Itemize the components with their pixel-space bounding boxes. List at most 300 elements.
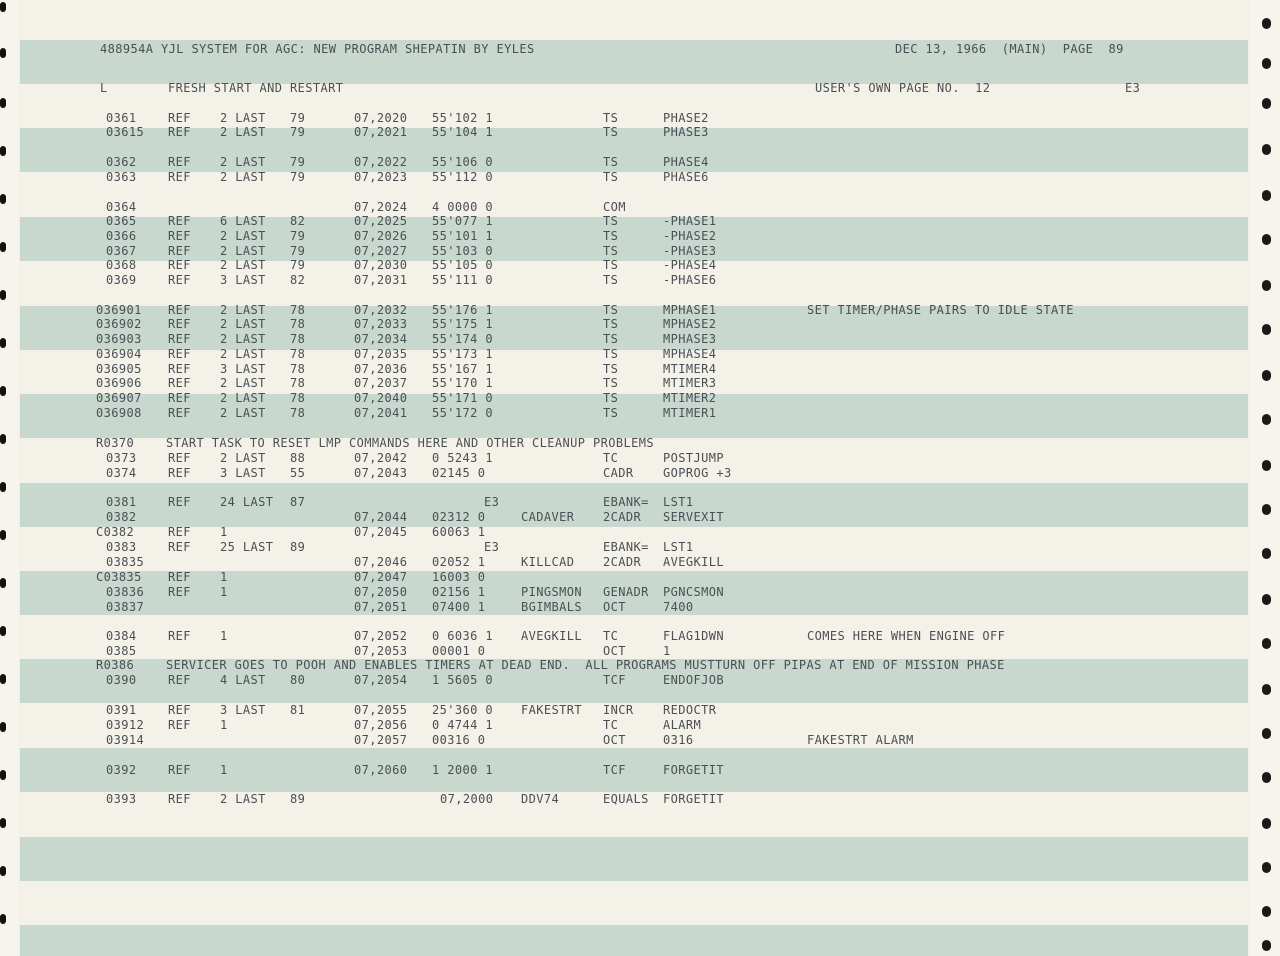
line-ref: REF	[168, 155, 191, 169]
line-operand: MTIMER4	[663, 362, 717, 376]
line-value: 55'102 1	[432, 111, 493, 125]
line-value: 55'172 0	[432, 406, 493, 420]
line-op: TCF	[603, 673, 626, 687]
tractor-hole	[0, 290, 6, 300]
line-ref: REF	[168, 229, 191, 243]
line-value: 55'173 1	[432, 347, 493, 361]
line-op: GENADR	[603, 585, 649, 599]
listing-line	[0, 376, 1248, 390]
line-addr: 07,2056	[354, 718, 408, 732]
tractor-hole	[1262, 940, 1271, 951]
line-value: E3	[484, 540, 500, 554]
line-operand: PHASE4	[663, 155, 709, 169]
line-operand: MPHASE4	[663, 347, 717, 361]
line-operand: LST1	[663, 495, 694, 509]
line-page: 78	[290, 332, 306, 346]
right-tractor-margin	[1250, 0, 1280, 956]
line-refs: 3 LAST	[220, 466, 266, 480]
line-refs: 2 LAST	[220, 229, 266, 243]
line-addr: 07,2024	[354, 200, 408, 214]
line-seq: R0370	[96, 436, 135, 450]
line-seq: 036903	[96, 332, 142, 346]
line-ref: REF	[168, 703, 191, 717]
line-page: 78	[290, 347, 306, 361]
line-page: 79	[290, 170, 306, 184]
line-op: OCT	[603, 600, 626, 614]
line-operand: POSTJUMP	[663, 451, 724, 465]
line-op: TCF	[603, 763, 626, 777]
line-operand: 0316	[663, 733, 694, 747]
line-seq: 03615	[106, 125, 145, 139]
line-page: 87	[290, 495, 306, 509]
line-addr: 07,2030	[354, 258, 408, 272]
line-refs: 2 LAST	[220, 155, 266, 169]
line-ref: REF	[168, 362, 191, 376]
line-addr: 07,2051	[354, 600, 408, 614]
line-ref: REF	[168, 629, 191, 643]
line-operand: PHASE6	[663, 170, 709, 184]
line-refs: 1	[220, 525, 228, 539]
line-value: 02312 0	[432, 510, 486, 524]
line-ref: REF	[168, 391, 191, 405]
tractor-hole	[1262, 862, 1271, 873]
listing-line	[0, 391, 1248, 405]
line-value: 25'360 0	[432, 703, 493, 717]
line-operand: PGNCSMON	[663, 585, 724, 599]
line-value: 0 6036 1	[432, 629, 493, 643]
line-operand: SERVEXIT	[663, 510, 724, 524]
line-page: 78	[290, 303, 306, 317]
line-value: 55'176 1	[432, 303, 493, 317]
greenbar-band	[20, 925, 1248, 956]
tractor-hole	[0, 2, 6, 12]
listing-line	[0, 466, 1248, 480]
line-ref: REF	[168, 451, 191, 465]
line-value: 02156 1	[432, 585, 486, 599]
line-refs: 24 LAST	[220, 495, 274, 509]
listing-subheader	[0, 81, 1248, 95]
line-value: 4 0000 0	[432, 200, 493, 214]
listing-line	[0, 792, 1248, 806]
line-refs: 2 LAST	[220, 451, 266, 465]
line-page: 79	[290, 111, 306, 125]
line-addr: 07,2026	[354, 229, 408, 243]
line-label: FAKESTRT	[521, 703, 582, 717]
listing-line	[0, 155, 1248, 169]
line-operand: FORGETIT	[663, 763, 724, 777]
line-seq: 036905	[96, 362, 142, 376]
listing-line	[0, 332, 1248, 346]
line-op: 2CADR	[603, 510, 642, 524]
line-page: 79	[290, 229, 306, 243]
line-seq: 0373	[106, 451, 137, 465]
line-seq: 0366	[106, 229, 137, 243]
line-op: TS	[603, 170, 619, 184]
line-comment: FAKESTRT ALARM	[807, 733, 914, 747]
line-op: TS	[603, 155, 619, 169]
line-value: 55'104 1	[432, 125, 493, 139]
line-operand: -PHASE6	[663, 273, 717, 287]
line-ref: REF	[168, 495, 191, 509]
section-title: FRESH START AND RESTART	[168, 81, 344, 95]
tractor-hole	[1262, 772, 1271, 783]
line-operand: AVEGKILL	[663, 555, 724, 569]
line-value: 55'175 1	[432, 317, 493, 331]
line-value: 02145 0	[432, 466, 486, 480]
line-op: TS	[603, 273, 619, 287]
line-value: 55'077 1	[432, 214, 493, 228]
listing-line	[0, 244, 1248, 258]
line-op: TS	[603, 258, 619, 272]
tractor-hole	[1262, 324, 1271, 335]
line-addr: 07,2032	[354, 303, 408, 317]
line-page: 78	[290, 406, 306, 420]
line-refs: 1	[220, 718, 228, 732]
line-addr: 07,2045	[354, 525, 408, 539]
line-op: OCT	[603, 733, 626, 747]
line-addr: 07,2046	[354, 555, 408, 569]
line-ref: REF	[168, 258, 191, 272]
line-value: 60063 1	[432, 525, 486, 539]
line-op: OCT	[603, 644, 626, 658]
line-seq: 036904	[96, 347, 142, 361]
tractor-hole	[1262, 906, 1271, 917]
line-refs: 2 LAST	[220, 317, 266, 331]
line-seq: 0392	[106, 763, 137, 777]
line-page: 78	[290, 391, 306, 405]
line-page: 89	[290, 540, 306, 554]
listing-line	[0, 495, 1248, 509]
line-value: 55'101 1	[432, 229, 493, 243]
tractor-hole	[1262, 548, 1271, 559]
line-label: PINGSMON	[521, 585, 582, 599]
line-page: 81	[290, 703, 306, 717]
listing-line	[0, 585, 1248, 599]
line-label: KILLCAD	[521, 555, 575, 569]
line-value: 55'171 0	[432, 391, 493, 405]
line-ref: REF	[168, 111, 191, 125]
line-operand: ENDOFJOB	[663, 673, 724, 687]
line-label: BGIMBALS	[521, 600, 582, 614]
line-value: 07400 1	[432, 600, 486, 614]
listing-line	[0, 658, 1248, 672]
bank-label: E3	[1125, 81, 1141, 95]
listing-line	[0, 644, 1248, 658]
line-value: 55'106 0	[432, 155, 493, 169]
listing-line	[0, 436, 1248, 450]
line-ref: REF	[168, 792, 191, 806]
line-refs: 2 LAST	[220, 347, 266, 361]
line-ref: REF	[168, 332, 191, 346]
tractor-hole	[1262, 460, 1271, 471]
listing-line	[0, 111, 1248, 125]
listing-line	[0, 570, 1248, 584]
listing-line	[0, 214, 1248, 228]
line-operand: ALARM	[663, 718, 702, 732]
listing-line	[0, 555, 1248, 569]
line-op: TC	[603, 629, 619, 643]
line-seq: C0382	[96, 525, 135, 539]
line-addr: 07,2044	[354, 510, 408, 524]
line-op: EBANK=	[603, 495, 649, 509]
line-seq: 03914	[106, 733, 145, 747]
line-refs: 3 LAST	[220, 273, 266, 287]
line-op: TS	[603, 125, 619, 139]
line-addr: 07,2043	[354, 466, 408, 480]
line-seq: 036901	[96, 303, 142, 317]
remark-text: SERVICER GOES TO POOH AND ENABLES TIMERS AT DEAD END. ALL PROGRAMS MUSTTURN OFF PIPAS AT END OF MISSION PHASE	[166, 658, 1005, 672]
line-ref: REF	[168, 466, 191, 480]
listing-line	[0, 229, 1248, 243]
tractor-hole	[0, 482, 6, 492]
line-refs: 3 LAST	[220, 703, 266, 717]
line-ref: REF	[168, 540, 191, 554]
tractor-hole	[0, 866, 6, 876]
listing-line	[0, 406, 1248, 420]
greenbar-band	[20, 837, 1248, 881]
line-refs: 2 LAST	[220, 303, 266, 317]
line-operand: MTIMER3	[663, 376, 717, 390]
listing-header	[0, 42, 1248, 56]
listing-line	[0, 763, 1248, 777]
tractor-hole	[1262, 190, 1271, 201]
line-seq: 0391	[106, 703, 137, 717]
line-refs: 3 LAST	[220, 362, 266, 376]
line-addr: 07,2053	[354, 644, 408, 658]
line-refs: 2 LAST	[220, 376, 266, 390]
line-seq: 03835	[106, 555, 145, 569]
line-operand: MTIMER1	[663, 406, 717, 420]
line-ref: REF	[168, 125, 191, 139]
line-op: TS	[603, 406, 619, 420]
line-op: INCR	[603, 703, 634, 717]
remark-text: START TASK TO RESET LMP COMMANDS HERE AND OTHER CLEANUP PROBLEMS	[166, 436, 654, 450]
line-operand: -PHASE4	[663, 258, 717, 272]
line-comment: COMES HERE WHEN ENGINE OFF	[807, 629, 1006, 643]
tractor-hole	[1262, 280, 1271, 291]
tractor-hole	[1262, 504, 1271, 515]
line-operand: -PHASE1	[663, 214, 717, 228]
tractor-hole	[0, 818, 6, 828]
line-addr: 07,2025	[354, 214, 408, 228]
tractor-hole	[1262, 414, 1271, 425]
line-seq: 0361	[106, 111, 137, 125]
listing-line	[0, 673, 1248, 687]
line-page: 89	[290, 792, 306, 806]
line-op: TS	[603, 229, 619, 243]
user-page-label: USER'S OWN PAGE NO. 12	[815, 81, 991, 95]
line-op: TS	[603, 376, 619, 390]
line-refs: 2 LAST	[220, 111, 266, 125]
tractor-hole	[1262, 594, 1271, 605]
tractor-hole	[1262, 98, 1271, 109]
listing-line	[0, 170, 1248, 184]
line-addr: 07,2033	[354, 317, 408, 331]
tractor-hole	[1262, 638, 1271, 649]
line-refs: 4 LAST	[220, 673, 266, 687]
line-addr: 07,2040	[354, 391, 408, 405]
listing-line	[0, 200, 1248, 214]
program-title: 488954A YJL SYSTEM FOR AGC: NEW PROGRAM SHEPATIN BY EYLES	[100, 42, 535, 56]
line-value: 00001 0	[432, 644, 486, 658]
line-ref: REF	[168, 763, 191, 777]
listing-line	[0, 629, 1248, 643]
line-addr: 07,2052	[354, 629, 408, 643]
line-value: 55'170 1	[432, 376, 493, 390]
line-seq: 0384	[106, 629, 137, 643]
line-refs: 2 LAST	[220, 125, 266, 139]
line-seq: 0383	[106, 540, 137, 554]
line-value: 55'105 0	[432, 258, 493, 272]
line-seq: 0390	[106, 673, 137, 687]
line-ref: REF	[168, 170, 191, 184]
line-op: TC	[603, 718, 619, 732]
listing-line	[0, 600, 1248, 614]
line-addr: 07,2050	[354, 585, 408, 599]
line-addr: 07,2047	[354, 570, 408, 584]
tractor-hole	[1262, 818, 1271, 829]
line-op: TS	[603, 214, 619, 228]
line-seq: 0382	[106, 510, 137, 524]
listing-line	[0, 510, 1248, 524]
line-addr: 07,2031	[354, 273, 408, 287]
line-op: 2CADR	[603, 555, 642, 569]
line-addr: 07,2042	[354, 451, 408, 465]
line-op: EBANK=	[603, 540, 649, 554]
line-ref: REF	[168, 347, 191, 361]
line-operand: MPHASE1	[663, 303, 717, 317]
line-refs: 2 LAST	[220, 391, 266, 405]
line-label: CADAVER	[521, 510, 575, 524]
line-op: COM	[603, 200, 626, 214]
line-ref: REF	[168, 376, 191, 390]
line-page: 79	[290, 244, 306, 258]
line-seq: 0385	[106, 644, 137, 658]
line-value: 00316 0	[432, 733, 486, 747]
line-page: 80	[290, 673, 306, 687]
line-comment: SET TIMER/PHASE PAIRS TO IDLE STATE	[807, 303, 1074, 317]
subheader-marker: L	[100, 81, 108, 95]
listing-line	[0, 525, 1248, 539]
line-ref: REF	[168, 406, 191, 420]
line-value: 55'174 0	[432, 332, 493, 346]
line-page: 79	[290, 258, 306, 272]
line-value: 55'112 0	[432, 170, 493, 184]
line-op: CADR	[603, 466, 634, 480]
listing-line	[0, 347, 1248, 361]
line-seq: 0363	[106, 170, 137, 184]
line-addr: 07,2022	[354, 155, 408, 169]
line-ref: REF	[168, 718, 191, 732]
tractor-hole	[1262, 684, 1271, 695]
line-addr: 07,2060	[354, 763, 408, 777]
listing-line	[0, 125, 1248, 139]
tractor-hole	[1262, 370, 1271, 381]
tractor-hole	[1262, 144, 1271, 155]
line-operand: -PHASE2	[663, 229, 717, 243]
line-operand: REDOCTR	[663, 703, 717, 717]
line-label: DDV74	[521, 792, 560, 806]
line-operand: LST1	[663, 540, 694, 554]
line-seq: 0362	[106, 155, 137, 169]
line-page: 55	[290, 466, 306, 480]
line-seq: 0381	[106, 495, 137, 509]
line-refs: 2 LAST	[220, 332, 266, 346]
line-ref: REF	[168, 570, 191, 584]
line-addr: 07,2035	[354, 347, 408, 361]
line-seq: 0364	[106, 200, 137, 214]
line-op: TS	[603, 303, 619, 317]
line-ref: REF	[168, 673, 191, 687]
line-seq: 03912	[106, 718, 145, 732]
line-value: 1 2000 1	[432, 763, 493, 777]
line-addr: 07,2020	[354, 111, 408, 125]
line-refs: 2 LAST	[220, 792, 266, 806]
line-refs: 1	[220, 570, 228, 584]
line-operand: 7400	[663, 600, 694, 614]
line-operand: FLAG1DWN	[663, 629, 724, 643]
line-seq: 0393	[106, 792, 137, 806]
listing-line	[0, 258, 1248, 272]
tractor-hole	[1262, 728, 1271, 739]
line-refs: 2 LAST	[220, 258, 266, 272]
line-addr: 07,2023	[354, 170, 408, 184]
line-ref: REF	[168, 214, 191, 228]
line-value: 02052 1	[432, 555, 486, 569]
listing-line	[0, 451, 1248, 465]
line-value: 55'103 0	[432, 244, 493, 258]
line-ref: REF	[168, 273, 191, 287]
line-value: 55'111 0	[432, 273, 493, 287]
line-seq: 0369	[106, 273, 137, 287]
line-seq: 036906	[96, 376, 142, 390]
line-addr: 07,2037	[354, 376, 408, 390]
line-value: 16003 0	[432, 570, 486, 584]
line-ref: REF	[168, 303, 191, 317]
line-refs: 2 LAST	[220, 406, 266, 420]
listing-line	[0, 703, 1248, 717]
line-operand: MPHASE2	[663, 317, 717, 331]
line-addr: 07,2057	[354, 733, 408, 747]
line-op: TS	[603, 111, 619, 125]
line-value: 07,2000	[440, 792, 494, 806]
line-seq: C03835	[96, 570, 142, 584]
line-seq: 0367	[106, 244, 137, 258]
tractor-hole	[0, 914, 6, 924]
line-value: 55'167 1	[432, 362, 493, 376]
tractor-hole	[1262, 234, 1271, 245]
line-operand: MPHASE3	[663, 332, 717, 346]
line-op: TS	[603, 362, 619, 376]
line-page: 79	[290, 125, 306, 139]
line-addr: 07,2034	[354, 332, 408, 346]
line-seq: 0368	[106, 258, 137, 272]
line-op: TC	[603, 451, 619, 465]
line-operand: 1	[663, 644, 671, 658]
line-op: TS	[603, 347, 619, 361]
line-addr: 07,2036	[354, 362, 408, 376]
line-value: 0 5243 1	[432, 451, 493, 465]
line-refs: 25 LAST	[220, 540, 274, 554]
line-operand: PHASE2	[663, 111, 709, 125]
listing-line	[0, 362, 1248, 376]
listing-line	[0, 540, 1248, 554]
listing-line	[0, 718, 1248, 732]
line-seq: 036907	[96, 391, 142, 405]
listing-line	[0, 273, 1248, 287]
line-refs: 2 LAST	[220, 170, 266, 184]
line-op: TS	[603, 391, 619, 405]
